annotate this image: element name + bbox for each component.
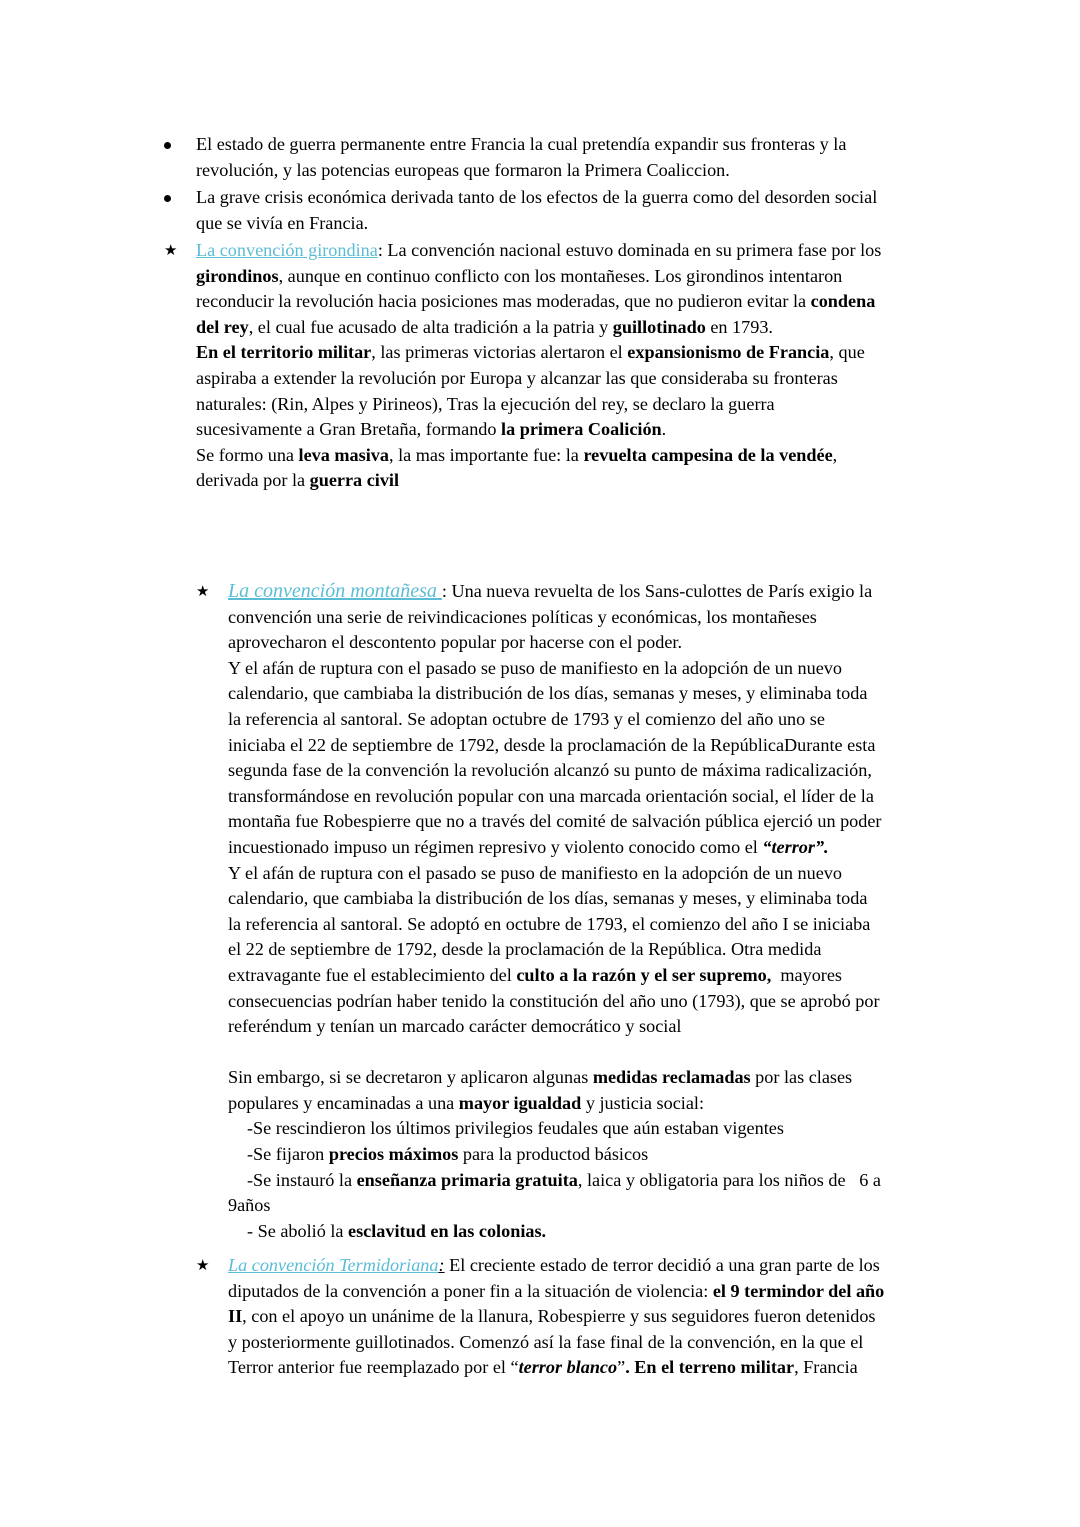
bold-text: del rey [196,316,249,337]
bullet-war [196,132,846,183]
text-span: incuestionado impuso un régimen represivo y violento conocido como el [228,836,763,857]
bold-text: leva masiva [298,444,389,465]
text-span: Terror anterior fue reemplazado por el “ [228,1357,519,1378]
text-line: consecuencias podrían haber tenido la constitución del año uno (1793), que se aprobó por [228,990,880,1011]
bold-text: guerra civil [309,470,400,491]
text-line: montaña fue Robespierre que no a través del comité de salvación pública ejerció un poder [228,811,882,832]
text-span: : [438,1255,445,1275]
text-span: - Se abolió la [247,1220,349,1241]
text-span: : Una nueva revuelta de los Sans-culottes de París exigio la [441,581,873,601]
text-span: , las primeras victorias alertaron el [371,342,628,363]
text-span: : La convención nacional estuvo dominada en su primera fase por los [377,240,882,260]
text-span: y justicia social: [581,1092,705,1113]
star-bullet-icon: ★ [164,241,178,259]
measure-item: -Se rescindieron los últimos privilegios feudales que aún estaban vigentes [247,1118,784,1139]
text-span: ” [617,1357,626,1378]
star-bullet-icon: ★ [196,582,210,600]
text-line: que se vivía en Francia. [196,212,369,233]
text-span: Sin embargo, si se decretaron y aplicaron algunas [228,1067,593,1088]
text-span: extravagante fue el establecimiento del [228,964,517,985]
text-line: Y el afán de ruptura con el pasado se puso de manifiesto en la adopción de un nuevo [228,862,842,883]
text-line: calendario, que cambiaba la distribución de los días, semanas y meses, y eliminaba toda [228,683,868,704]
bold-text: guillotinado [612,316,706,337]
section-girondina [196,238,881,494]
text-span: por las clases [750,1067,853,1088]
bold-text: En el territorio militar [196,342,372,363]
star-bullet-icon: ★ [196,1256,210,1274]
text-line: el 22 de septiembre de 1792, desde la proclamación de la República. Otra medida [228,939,822,960]
montanesa-link[interactable]: La convención montañesa [228,580,442,602]
text-line: calendario, que cambiaba la distribución de los días, semanas y meses, y eliminaba toda [228,888,868,909]
bold-text: expansionismo de Francia [627,342,830,363]
bold-text: culto a la razón y el ser supremo, [516,964,772,985]
text-span: , con el apoyo un unánime de la llanura, Robespierre y sus seguidores fueron detenidos [242,1306,876,1327]
text-line: convención una serie de reivindicaciones políticas y económicas, los montañeses [228,606,817,627]
text-line: naturales: (Rin, Alpes y Pirineos), Tras la ejecución del rey, se declaro la guerra [196,393,775,414]
text-span: , que [829,342,865,363]
bold-text: esclavitud en las colonias. [348,1220,547,1241]
text-span: , laica y obligatoria para los niños de 6 a [577,1169,881,1190]
text-line: El estado de guerra permanente entre Francia la cual pretendía expandir sus fronteras y la [196,134,847,154]
bold-text: precios máximos [328,1144,459,1165]
text-span: diputados de la convención a poner fin a la situación de violencia: [228,1280,713,1301]
text-line: Y el afán de ruptura con el pasado se puso de manifiesto en la adopción de un nuevo [228,657,842,678]
text-span: mayores [771,964,842,985]
text-span: reconducir la revolución hacia posiciones mas moderadas, que no pudieron evitar la [196,291,811,312]
text-line: La grave crisis económica derivada tanto de los efectos de la guerra como del desorden social [196,187,878,207]
text-span: para la productod básicos [458,1144,649,1165]
bold-text: enseñanza primaria gratuita [356,1169,578,1190]
text-line: revolución, y las potencias europeas que formaron la Primera Coaliccion. [196,159,730,180]
bold-text: condena [810,291,876,312]
section-termidoriana [228,1253,884,1381]
text-span: Se formo una [196,444,299,465]
text-line: transformándose en revolución popular con una marcada orientación social, el líder de la [228,785,874,806]
text-span: sucesivamente a Gran Bretaña, formando [196,419,502,440]
text-span: derivada por la [196,470,310,491]
text-span: , Francia [794,1357,858,1378]
bold-text: mayor igualdad [458,1092,582,1113]
text-span: , la mas importante fue: la [388,444,584,465]
text-line: referéndum y tenían un marcado carácter democrático y social [228,1016,682,1037]
bold-text: medidas reclamadas [592,1067,751,1088]
text-line: 9años [228,1195,271,1216]
girondina-link[interactable]: La convención girondina [196,240,378,260]
text-span: , el cual fue acusado de alta tradición a la patria y [248,316,613,337]
text-line: la referencia al santoral. Se adoptan octubre de 1793 y el comienzo del año uno se [228,708,825,729]
bold-text: la primera Coalición [501,419,662,440]
text-span: , aunque en continuo conflicto con los montañeses. Los girondinos intentaron [278,265,843,286]
termidoriana-link[interactable]: La convención Termidoriana [228,1255,439,1275]
text-span: -Se fijaron [247,1144,329,1165]
text-span: populares y encaminadas a una [228,1092,459,1113]
text-line: la referencia al santoral. Se adoptó en octubre de 1793, el comienzo del año I se iniciaba [228,913,871,934]
text-line: aspiraba a extender la revolución por Europa y alcanzar las que consideraba su fronteras [196,367,838,388]
bold-text: el 9 termindor del año [712,1280,885,1301]
text-line: aprovecharon el descontento popular por hacerse con el poder. [228,632,682,653]
bold-text: II [228,1306,243,1327]
bold-text: revuelta campesina de la vendée [583,444,833,465]
bold-italic-text: terror blanco [518,1357,618,1378]
section-montanesa [228,579,882,1244]
text-line: segunda fase de la convención la revolución alcanzó su punto de máxima radicalización, [228,760,872,781]
text-span: . [661,419,667,440]
text-span: El creciente estado de terror decidió a una gran parte de los [444,1255,880,1275]
bold-text: . En el terreno militar [625,1357,795,1378]
text-line: y posteriormente guillotinados. Comenzó así la fase final de la convención, en la que el [228,1331,864,1352]
text-line: iniciaba el 22 de septiembre de 1792, desde la proclamación de la RepúblicaDurante esta [228,734,876,755]
bold-italic-text: “terror”. [762,836,829,857]
text-span: en 1793. [705,316,773,337]
bullet-crisis [196,185,877,236]
text-span: , [832,444,838,465]
text-span: -Se instauró la [247,1169,357,1190]
bold-text: girondinos [196,265,279,286]
